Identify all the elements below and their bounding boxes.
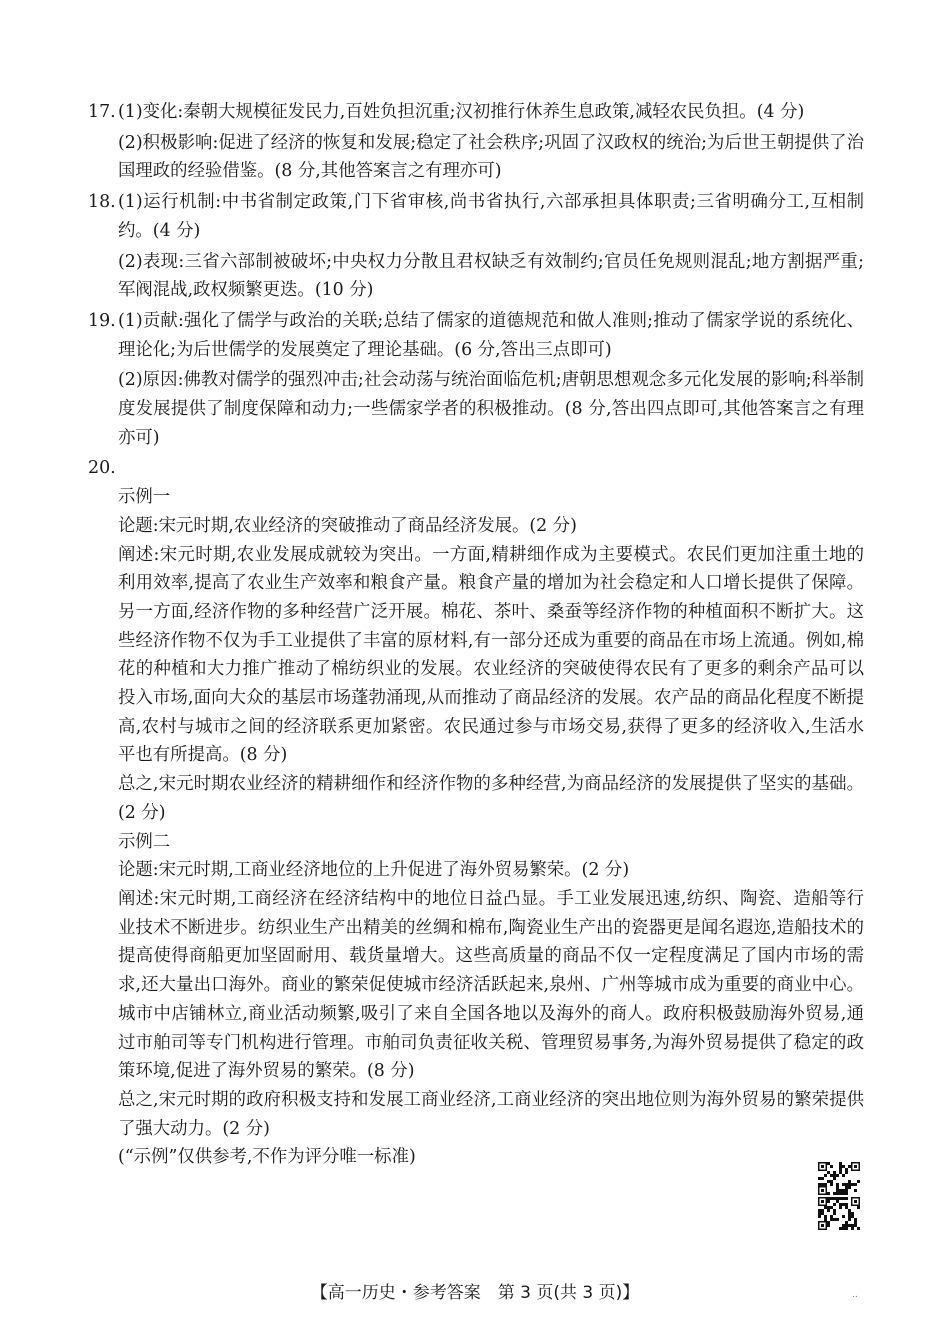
answer-part-2: (2)积极影响:促进了经济的恢复和发展;稳定了社会秩序;巩固了汉政权的统治;为后世王朝提供了治国理政的经验借鉴。(8 分,其他答案言之有理亦可) — [118, 132, 864, 182]
example-1-thesis: 论题:宋元时期,农业经济的突破推动了商品经济发展。(2 分) — [118, 515, 577, 536]
answer-part-2: (2)表现:三省六部制被破坏;中央权力分散且君权缺乏有效制约;官员任免规则混乱;地方割据严重;军阀混战,政权频繁更迭。(10 分) — [118, 251, 864, 301]
example-1-body: 阐述:宋元时期,农业发展成就较为突出。一方面,精耕细作成为主要模式。农民们更加注重土地的利用效率,提高了农业生产效率和粮食产量。粮食产量的增加为社会稳定和人口增长提供了保障。另一方面,经济作物的多种经营广泛开展。棉花、茶叶、桑蚕等经济作物的种植面积不断扩大。这些经济作物不仅为手工业提供了丰富的原材料,有一部分还成为重要的商品在市场上流通。例如,棉花的种植和大力推广推动了棉纺织业的发展。农业经济的突破使得农民有了更多的剩余产品可以投入市场,面向大众的基层市场蓬勃涌现,从而推动了商品经济的发展。农产品的商品化程度不断提高,农村与城市之间的经济联系更加紧密。农民通过参与市场交易,获得了更多的经济收入,生活水平也有所提高。(8 分) — [118, 544, 864, 766]
answer-content — [88, 98, 864, 1172]
answer-part-1: (1)运行机制:中书省制定政策,门下省审核,尚书省执行,六部承担具体职责;三省明确分工,互相制约。(4 分) — [118, 192, 864, 241]
reference-note: (“示例”仅供参考,不作为评分唯一标准) — [118, 1147, 416, 1168]
example-2-thesis: 论题:宋元时期,工商业经济地位的上升促进了海外贸易繁荣。(2 分) — [118, 860, 630, 881]
page-footer: 【高一历史・参考答案 第 3 页(共 3 页)】 — [310, 1283, 640, 1303]
question-20 — [88, 454, 864, 1172]
question-number: 19. — [88, 310, 116, 331]
example-2-body: 阐述:宋元时期,工商经济在经济结构中的地位日益凸显。手工业发展迅速,纺织、陶瓷、造船等行业技术不断进步。纺织业生产出精美的丝绸和棉布,陶瓷业生产出的瓷器更是闻名遐迩,造船技术的提高使得商船更加坚固耐用、载货量增大。这些高质量的商品不仅一定程度满足了国内市场的需求,还大量出口海外。商业的繁荣促使城市经济活跃起来,泉州、广州等城市成为重要的商业中心。城市中店铺林立,商业活动频繁,吸引了来自全国各地以及海外的商人。政府积极鼓励海外贸易,通过市舶司等专门机构进行管理。市舶司负责征收关税、管理贸易事务,为海外贸易提供了稳定的政策环境,促进了海外贸易的繁荣。(8 分) — [118, 888, 864, 1082]
question-19 — [88, 307, 864, 455]
question-17 — [88, 98, 864, 188]
example-1-summary: 总之,宋元时期农业经济的精耕细作和经济作物的多种经营,为商品经济的发展提供了坚实的基础。(2 分) — [118, 774, 864, 823]
answer-part-2: (2)原因:佛教对儒学的强烈冲击;社会动荡与统治面临危机;唐朝思想观念多元化发展的影响;科举制度发展提供了制度保障和动力;一些儒家学者的积极推动。(8 分,答出四点即可,其他答案言之有理亦可) — [118, 370, 864, 448]
example-2-title: 示例二 — [118, 831, 171, 852]
qr-code-icon — [818, 1162, 862, 1232]
question-number: 17. — [88, 102, 116, 122]
question-number: 20. — [88, 458, 116, 479]
example-2-summary: 总之,宋元时期的政府积极支持和发展工商业经济,工商业经济的突出地位则为海外贸易的繁荣提供了强大动力。(2 分) — [118, 1089, 864, 1139]
example-1-title: 示例一 — [118, 487, 171, 508]
answer-part-1: (1)变化:秦朝大规模征发民力,百姓负担沉重;汉初推行休养生息政策,减轻农民负担。(4 分) — [118, 102, 805, 122]
question-18 — [88, 188, 864, 307]
question-number: 18. — [88, 192, 116, 213]
answer-part-1: (1)贡献:强化了儒学与政治的关联;总结了儒家的道德规范和做人准则;推动了儒家学说的系统化、理论化;为后世儒学的发展奠定了理论基础。(6 分,答出三点即可) — [118, 310, 864, 360]
corner-mark: .. — [852, 1290, 858, 1300]
